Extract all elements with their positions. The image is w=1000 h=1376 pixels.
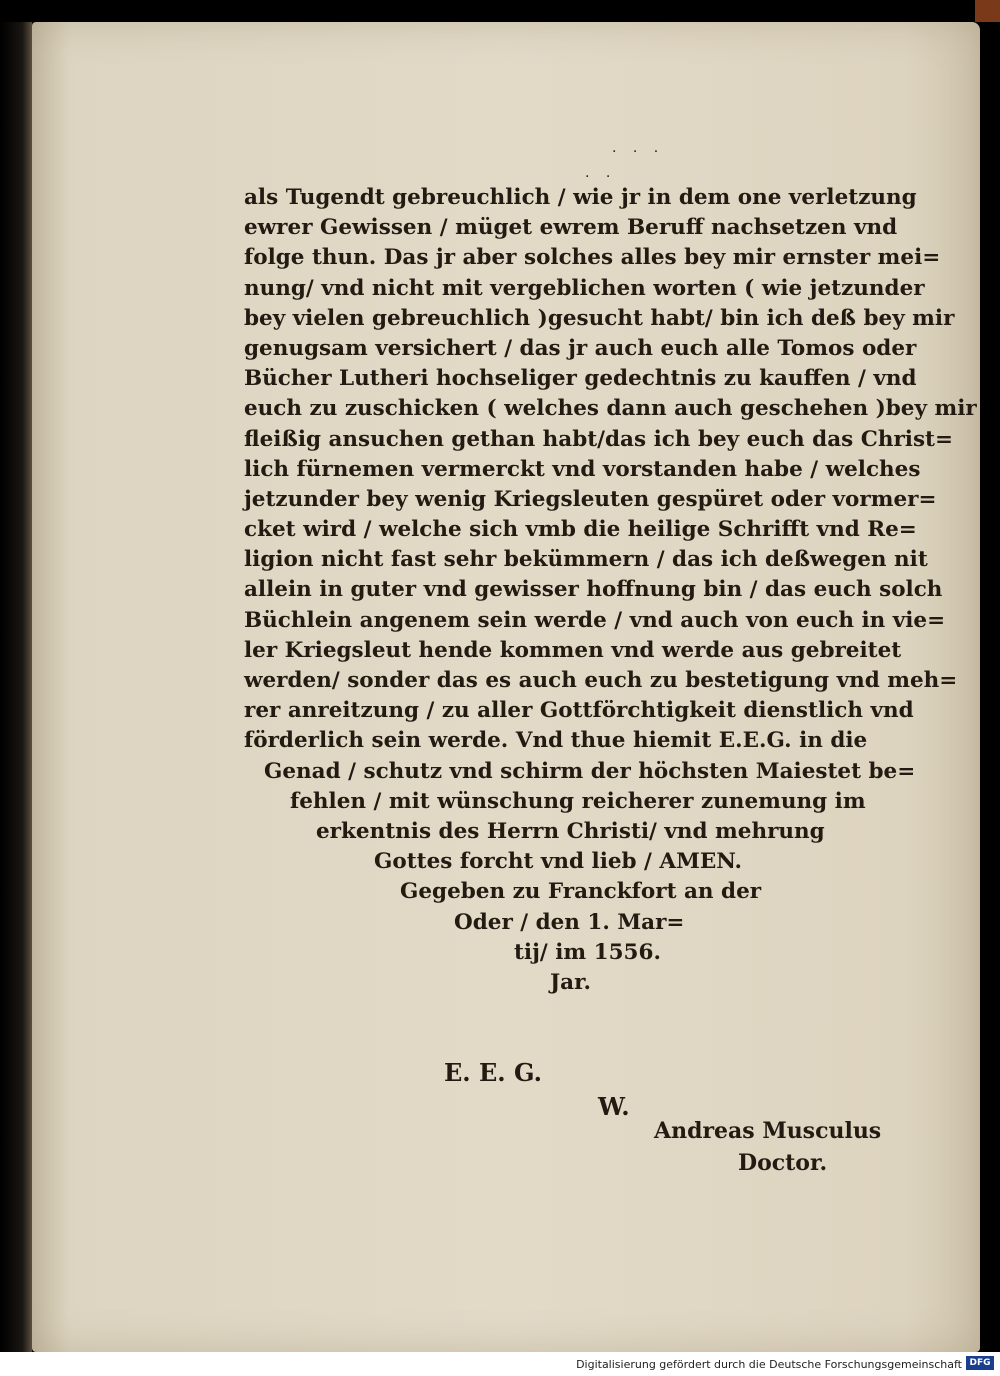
text-line: als Tugendt gebreuchlich / wie jr in dem one verletzung — [244, 185, 917, 210]
page-edge — [975, 0, 1000, 22]
signature-title: Doctor. — [738, 1150, 828, 1176]
book-gutter — [0, 22, 32, 1352]
text-line: förderlich sein werde. Vnd thue hiemit E.E.G. in die — [244, 728, 868, 754]
text-line: euch zu zuschicken ( welches dann auch geschehen )bey mir — [244, 396, 977, 422]
text-line: ligion nicht fast sehr bekümmern / das ich deßwegen nit — [244, 547, 928, 573]
text-line: allein in guter vnd gewisser hoffnung bin / das euch solch — [244, 577, 943, 603]
text-line: folge thun. Das jr aber solches alles bey mir ernster mei= — [244, 245, 941, 271]
text-line: ler Kriegsleut hende kommen vnd werde aus gebreitet — [244, 637, 902, 663]
footer-bar — [0, 1352, 1000, 1376]
text-line: tij/ im 1556. — [514, 939, 661, 965]
body-text — [214, 183, 977, 998]
text-line: jetzunder bey wenig Kriegsleuten gespüret oder vormer= — [244, 486, 937, 512]
text-line: cket wird / welche sich vmb die heilige Schrifft vnd Re= — [244, 517, 917, 543]
text-line: Bücher Lutheri hochseliger gedechtnis zu kauffen / vnd — [244, 366, 917, 392]
signature-name: Andreas Musculus — [654, 1118, 882, 1144]
text-line: bey vielen gebreuchlich )gesucht habt/ bin ich deß bey mir — [244, 305, 955, 331]
text-line: genugsam versichert / das jr auch euch alle Tomos oder — [244, 335, 917, 361]
ornament-dots-2: . . — [585, 165, 617, 181]
ornament-dots: . . . — [612, 140, 665, 156]
text-line: ewrer Gewissen / müget ewrem Beruff nachsetzen vnd — [244, 215, 898, 241]
text-line: Genad / schutz vnd schirm der höchsten Maiestet be= — [264, 758, 916, 784]
text-line: erkentnis des Herrn Christi/ vnd mehrung — [316, 818, 825, 844]
salutation: E. E. G. — [444, 1058, 543, 1087]
footer-credit: Digitalisierung gefördert durch die Deutsche Forschungsgemeinschaft — [576, 1358, 962, 1371]
text-line: Jar. — [550, 969, 591, 995]
text-line: fleißig ansuchen gethan habt/das ich bey euch das Christ= — [244, 426, 953, 452]
text-line: Gegeben zu Franckfort an der — [400, 879, 762, 905]
salutation-w: W. — [598, 1092, 630, 1121]
text-line: nung/ vnd nicht mit vergeblichen worten ( wie jetzunder — [244, 275, 925, 301]
text-line: werden/ sonder das es auch euch zu bestetigung vnd meh= — [244, 668, 958, 693]
text-line: rer anreitzung / zu aller Gottförchtigkeit dienstlich vnd — [244, 698, 914, 724]
text-line: Gottes forcht vnd lieb / AMEN. — [374, 849, 743, 875]
text-line: lich fürnemen vermerckt vnd vorstanden habe / welches — [244, 456, 921, 482]
text-line: Oder / den 1. Mar= — [454, 909, 685, 935]
text-line: fehlen / mit wünschung reicherer zunemung im — [290, 788, 866, 814]
text-line: Büchlein angenem sein werde / vnd auch von euch in vie= — [244, 607, 946, 633]
dfg-logo: DFG — [966, 1356, 994, 1370]
